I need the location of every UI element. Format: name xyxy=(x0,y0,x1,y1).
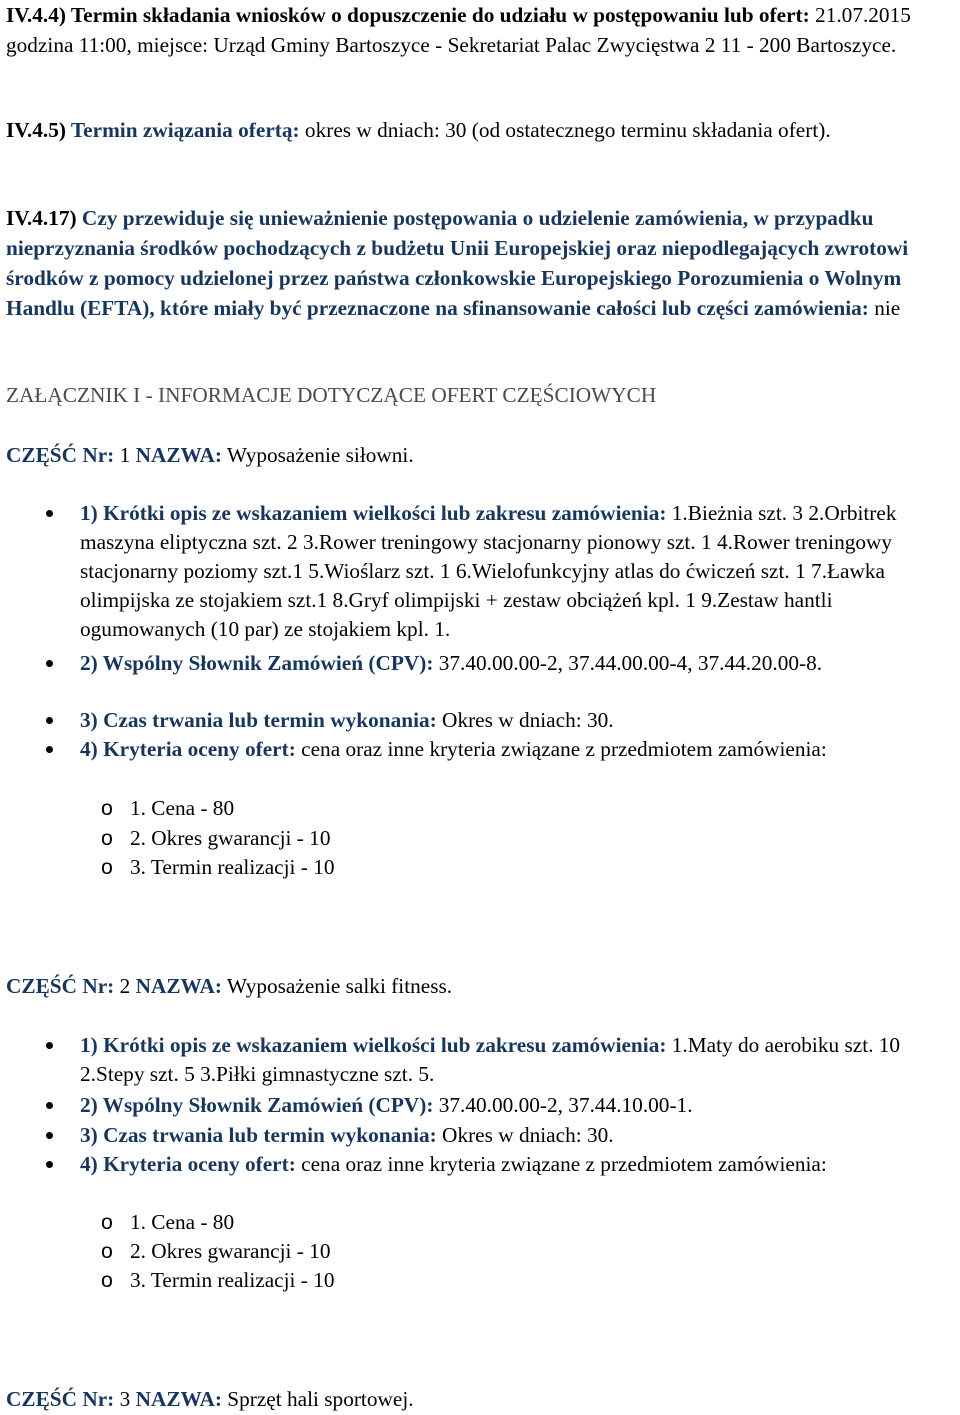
list-item xyxy=(80,1031,956,1089)
section-value: 21.07.2015 godzina 11:00, miejsce: Urząd Gminy Bartoszyce - Sekretariat Palac Zwycięstwa 2 11 - 200 Bartoszyce. xyxy=(6,3,911,57)
item-value: Okres w dniach: 30. xyxy=(436,708,614,732)
bullet-icon xyxy=(46,510,53,517)
item-label: 3) Czas trwania lub termin wykonania: xyxy=(80,708,437,732)
criteria-item xyxy=(101,1266,335,1295)
criteria-item xyxy=(101,794,235,823)
list-item xyxy=(80,1091,956,1120)
item-value: 1.Bieżnia szt. 3 2.Orbitrek maszyna eliptyczna szt. 2 3.Rower treningowy stacjonarny pionowy szt. 1 4.Rower treningowy stacjonarny poziomy szt.1 5.Wioślarz szt. 1 6.Wielofunkcyjny atlas do ćwiczeń szt. 1 7.Ławka olimpijska ze stojakiem szt.1 8.Gryf olimpijski + zestaw obciążeń kpl. 1 9.Zestaw hantli ogumowanych (10 par) ze stojakiem kpl. 1. xyxy=(80,501,897,641)
bullet-icon xyxy=(46,1132,53,1139)
part-name: Wyposażenie siłowni. xyxy=(221,443,414,467)
list-item xyxy=(80,499,956,644)
section-number: IV.4.17) xyxy=(6,206,77,230)
criteria-text: 2. Okres gwarancji - 10 xyxy=(130,826,331,850)
part-label: CZĘŚĆ Nr: xyxy=(6,974,115,998)
section-heading: Czy przewiduje się unieważnienie postępowania o udzielenie zamówienia, w przypadku nieprzyznania środków pochodzących z budżetu Unii Europejskiej oraz niepodlegających zwrotowi środków z pomocy udzielonej przez państwa członkowskie Europejskiego Porozumienia o Wolnym Handlu (EFTA), które miały być przeznaczone na sfinansowanie całości lub części zamówienia: xyxy=(6,206,909,320)
part-3-heading xyxy=(6,1384,414,1414)
criteria-item xyxy=(101,853,335,882)
criteria-item xyxy=(101,824,331,853)
item-value: 37.40.00.00-2, 37.44.10.00-1. xyxy=(433,1093,693,1117)
part-number: 3 xyxy=(114,1387,136,1411)
criteria-item xyxy=(101,1237,331,1266)
part-label: CZĘŚĆ Nr: xyxy=(6,443,115,467)
section-heading: Termin związania ofertą: xyxy=(65,118,300,142)
circle-marker-icon: o xyxy=(101,855,113,879)
criteria-item xyxy=(101,1208,235,1237)
criteria-text: 2. Okres gwarancji - 10 xyxy=(130,1239,331,1263)
circle-marker-icon: o xyxy=(101,1268,113,1292)
item-label: 4) Kryteria oceny ofert: xyxy=(80,737,296,761)
list-item xyxy=(80,649,956,678)
item-label: 2) Wspólny Słownik Zamówień (CPV): xyxy=(80,651,434,675)
criteria-text: 3. Termin realizacji - 10 xyxy=(130,1268,335,1292)
annex-title: ZAŁĄCZNIK I - INFORMACJE DOTYCZĄCE OFERT CZĘŚCIOWYCH xyxy=(6,383,657,407)
part-name: Sprzęt hali sportowej. xyxy=(221,1387,414,1411)
criteria-text: 1. Cena - 80 xyxy=(130,1210,235,1234)
section-number: IV.4.5) xyxy=(6,118,66,142)
circle-marker-icon: o xyxy=(101,826,113,850)
part-number: 2 xyxy=(114,974,136,998)
item-value: Okres w dniach: 30. xyxy=(436,1123,614,1147)
part-2-heading xyxy=(6,971,452,1001)
item-value: 37.40.00.00-2, 37.44.00.00-4, 37.44.20.00-8. xyxy=(433,651,823,675)
part-label: CZĘŚĆ Nr: xyxy=(6,1387,115,1411)
criteria-text: 3. Termin realizacji - 10 xyxy=(130,855,335,879)
item-label: 4) Kryteria oceny ofert: xyxy=(80,1152,296,1176)
section-iv-4-17 xyxy=(6,203,956,323)
item-label: 1) Krótki opis ze wskazaniem wielkości lub zakresu zamówienia: xyxy=(80,1033,667,1057)
bullet-icon xyxy=(46,1102,53,1109)
bullet-icon xyxy=(46,660,53,667)
list-item xyxy=(80,706,956,735)
bullet-icon xyxy=(46,1042,53,1049)
item-value: cena oraz inne kryteria związane z przedmiotem zamówienia: xyxy=(295,737,827,761)
section-heading: IV.4.4) Termin składania wniosków o dopuszczenie do udziału w postępowaniu lub ofert: xyxy=(6,3,810,27)
section-iv-4-5 xyxy=(6,115,956,145)
list-item xyxy=(80,1150,956,1179)
part-name: Wyposażenie salki fitness. xyxy=(221,974,453,998)
bullet-icon xyxy=(46,717,53,724)
circle-marker-icon: o xyxy=(101,796,113,820)
item-label: 1) Krótki opis ze wskazaniem wielkości lub zakresu zamówienia: xyxy=(80,501,667,525)
item-label: 2) Wspólny Słownik Zamówień (CPV): xyxy=(80,1093,434,1117)
part-1-heading xyxy=(6,440,414,470)
list-item xyxy=(80,735,956,764)
item-value: 1.Maty do aerobiku szt. 10 2.Stepy szt. 5 3.Piłki gimnastyczne szt. 5. xyxy=(80,1033,901,1086)
part-name-label: NAZWA: xyxy=(135,1387,222,1411)
list-item xyxy=(80,1121,956,1150)
part-number: 1 xyxy=(114,443,136,467)
item-label: 3) Czas trwania lub termin wykonania: xyxy=(80,1123,437,1147)
criteria-text: 1. Cena - 80 xyxy=(130,796,235,820)
section-value: okres w dniach: 30 (od ostatecznego terminu składania ofert). xyxy=(299,118,831,142)
part-name-label: NAZWA: xyxy=(135,974,222,998)
circle-marker-icon: o xyxy=(101,1239,113,1263)
bullet-icon xyxy=(46,1161,53,1168)
circle-marker-icon: o xyxy=(101,1210,113,1234)
part-name-label: NAZWA: xyxy=(135,443,222,467)
section-iv-4-4 xyxy=(6,0,956,60)
bullet-icon xyxy=(46,746,53,753)
item-value: cena oraz inne kryteria związane z przedmiotem zamówienia: xyxy=(295,1152,827,1176)
section-value: nie xyxy=(868,296,901,320)
